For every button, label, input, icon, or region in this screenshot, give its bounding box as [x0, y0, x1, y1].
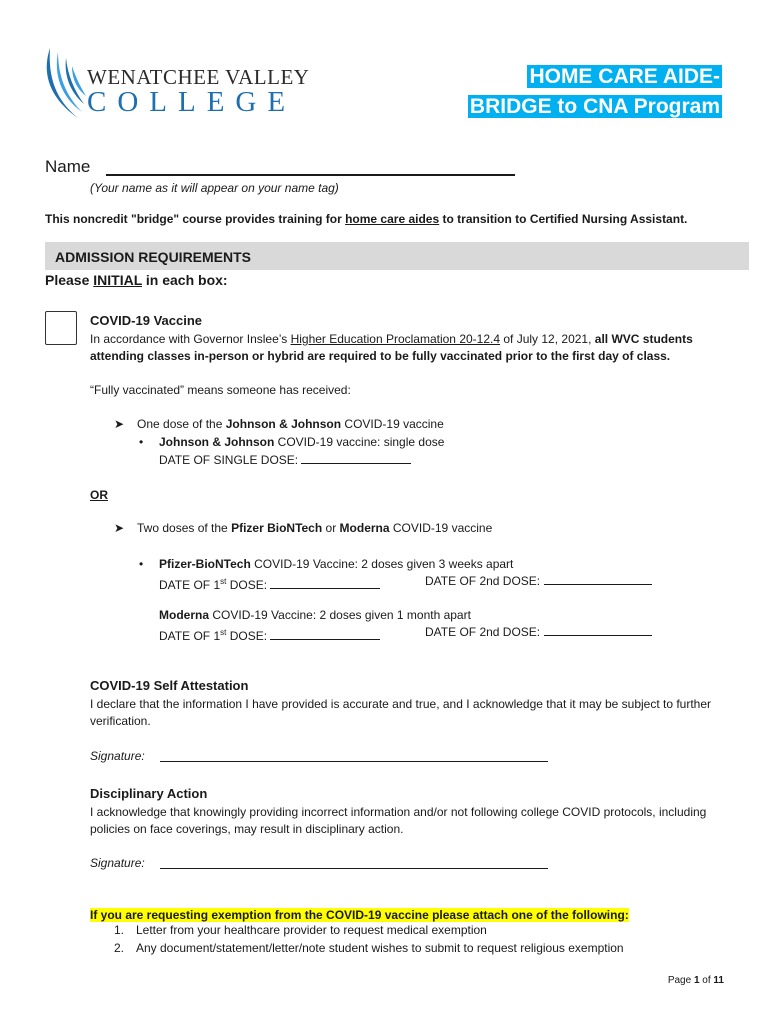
- dose2-label: DATE OF 2nd DOSE:: [425, 574, 541, 588]
- opt2-after: COVID-19 vaccine: [389, 521, 493, 535]
- covid-requirement-paragraph: [90, 331, 740, 365]
- pfizer-after: COVID-19 Vaccine: 2 doses given 3 weeks apart: [250, 557, 514, 571]
- pfizer-detail: [159, 556, 513, 573]
- opt1-after: COVID-19 vaccine: [341, 417, 444, 431]
- p1-bold-2: attending classes in-person or hybrid are required to be fully vaccinated prior to the first day of class.: [90, 349, 671, 363]
- arrow-bullet-icon: ➤: [114, 521, 125, 535]
- arrow-bullet-icon: ➤: [114, 417, 125, 431]
- admission-title: ADMISSION REQUIREMENTS: [55, 249, 252, 265]
- intro-before: This noncredit "bridge" course provides training for: [45, 212, 346, 226]
- name-input-line[interactable]: [106, 174, 515, 176]
- title-line-2: BRIDGE to CNA Program: [469, 95, 720, 118]
- dose2-label: DATE OF 2nd DOSE:: [425, 625, 541, 639]
- form-title: [468, 62, 722, 122]
- logo-wordmark-top: WENATCHEE VALLEY: [87, 65, 310, 89]
- name-note: (Your name as it will appear on your name tag): [90, 181, 339, 195]
- single-dose-input[interactable]: [301, 452, 411, 464]
- page-current: 1: [693, 975, 700, 986]
- opt2-bold-2: Moderna: [339, 521, 390, 535]
- moderna-dose-1-input[interactable]: [270, 628, 380, 640]
- moderna-bold: Moderna: [159, 608, 210, 622]
- attestation-heading: COVID-19 Self Attestation: [90, 678, 249, 693]
- pfizer-dose-2-field: [425, 573, 652, 590]
- intro-text: [45, 212, 687, 226]
- dot-bullet-icon: •: [139, 435, 144, 449]
- jj-bold: Johnson & Johnson: [159, 435, 275, 449]
- disciplinary-text: I acknowledge that knowingly providing incorrect information and/or not following college COVID protocols, including policies on face coverings, may result in disciplinary action.: [90, 805, 707, 836]
- logo-wordmark-bottom: COLLEGE: [87, 86, 297, 118]
- moderna-dose-2-field: [425, 624, 652, 641]
- disciplinary-signature-line[interactable]: [160, 868, 548, 869]
- dose1-sup: st: [220, 577, 227, 586]
- pfizer-dose-2-input[interactable]: [544, 573, 652, 585]
- or-label: OR: [90, 488, 108, 502]
- p1-bold-1: all WVC students: [594, 332, 693, 346]
- dose1-post: DOSE:: [226, 578, 268, 592]
- home-care-aides-link[interactable]: home care aides: [345, 212, 440, 226]
- dot-bullet-icon: •: [139, 557, 144, 571]
- attestation-signature-line[interactable]: [160, 761, 548, 762]
- exemption-item-1-text: Letter from your healthcare provider to request medical exemption: [136, 923, 487, 937]
- covid-vaccine-heading: COVID-19 Vaccine: [90, 313, 202, 328]
- opt2-bold-1: Pfizer BioNTech: [231, 521, 323, 535]
- pfizer-bold: Pfizer-BioNTech: [159, 557, 251, 571]
- attestation-text: I declare that the information I have provided is accurate and true, and I acknowledge that it may be subject to further verification.: [90, 697, 712, 728]
- disciplinary-signature-label: Signature:: [90, 856, 145, 870]
- jj-detail: [159, 434, 444, 451]
- proclamation-link[interactable]: Higher Education Proclamation 20-12.4: [290, 332, 501, 346]
- p1-before: In accordance with Governor Inslee’s: [90, 332, 291, 346]
- initial-instruction: [45, 272, 228, 288]
- p1-mid: of July 12, 2021,: [500, 332, 595, 346]
- of-word: of: [699, 975, 714, 986]
- intro-after: to transition to Certified Nursing Assistant.: [439, 212, 688, 226]
- page-total: 11: [713, 975, 724, 986]
- exemption-item-2-num: 2.: [114, 941, 125, 955]
- pfizer-dose-1-input[interactable]: [270, 577, 380, 589]
- single-dose-field: [159, 452, 411, 469]
- pfizer-dose-1-field: [159, 573, 380, 594]
- title-line-1: HOME CARE AIDE-: [529, 65, 720, 88]
- initial-word: INITIAL: [93, 272, 143, 288]
- page-word: Page: [667, 975, 694, 986]
- please-after: in each box:: [142, 272, 228, 288]
- dose1-pre: DATE OF 1: [159, 578, 221, 592]
- moderna-dose-2-input[interactable]: [544, 624, 652, 636]
- opt1-bold: Johnson & Johnson: [225, 417, 342, 431]
- opt1-before: One dose of the: [137, 417, 226, 431]
- opt2-mid: or: [322, 521, 340, 535]
- option-jj: [137, 416, 444, 433]
- option-two-dose: [137, 520, 492, 537]
- dose1-post: DOSE:: [226, 629, 268, 643]
- moderna-detail: [159, 607, 471, 624]
- exemption-heading-text: If you are requesting exemption from the COVID-19 vaccine please attach one of the following:: [90, 908, 629, 922]
- name-label: Name: [45, 157, 91, 176]
- college-logo: [38, 42, 308, 122]
- initial-box[interactable]: [45, 311, 77, 345]
- attestation-signature-label: Signature:: [90, 749, 145, 763]
- exemption-item-2-text: Any document/statement/letter/note student wishes to submit to request religious exemption: [136, 941, 624, 955]
- exemption-item-1-num: 1.: [114, 923, 125, 937]
- dose1-pre: DATE OF 1: [159, 629, 221, 643]
- moderna-after: COVID-19 Vaccine: 2 doses given 1 month apart: [209, 608, 471, 622]
- opt2-before: Two doses of the: [137, 521, 232, 535]
- please-before: Please: [45, 272, 94, 288]
- moderna-dose-1-field: [159, 624, 380, 645]
- jj-after: COVID-19 vaccine: single dose: [274, 435, 445, 449]
- fully-vaccinated-text: “Fully vaccinated” means someone has received:: [90, 383, 351, 397]
- dose1-sup: st: [220, 628, 227, 637]
- single-dose-label: DATE OF SINGLE DOSE:: [159, 453, 299, 467]
- page-number: [668, 975, 724, 986]
- wave-logo-icon: [38, 42, 88, 122]
- disciplinary-heading: Disciplinary Action: [90, 786, 208, 801]
